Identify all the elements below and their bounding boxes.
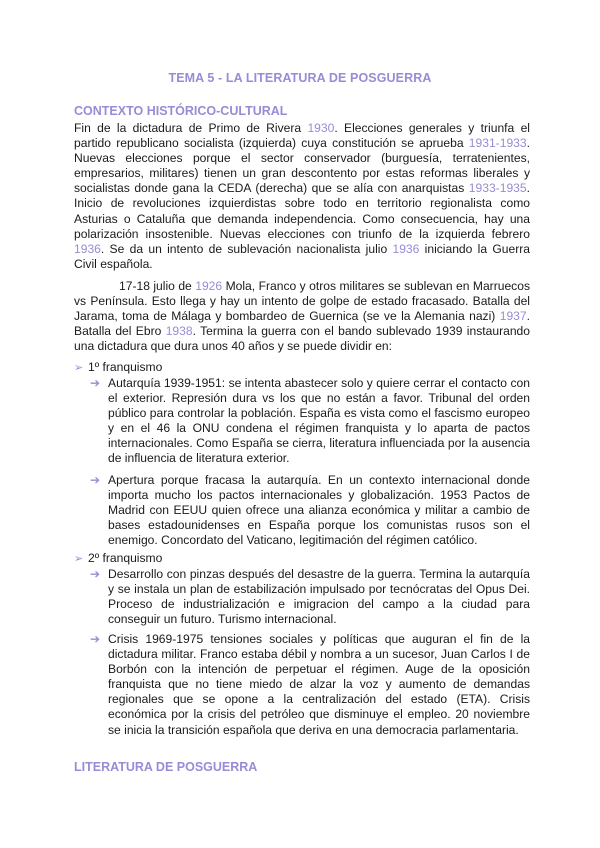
arrowhead-bullet-icon: ➢ xyxy=(74,362,84,374)
arrow-bullet-icon: ➔ xyxy=(90,632,101,646)
arrow-bullet-icon: ➔ xyxy=(90,473,101,487)
list-item-label: 1º franquismo xyxy=(88,360,163,374)
year-highlight: 1931-1933 xyxy=(468,136,527,151)
year-highlight: 1938 xyxy=(165,324,193,339)
sub-list-item xyxy=(90,376,530,467)
section-heading-contexto: CONTEXTO HISTÓRICO-CULTURAL xyxy=(74,104,288,118)
year-highlight: 1933-1935 xyxy=(468,181,527,196)
list-item-franquismo-2 xyxy=(74,551,162,567)
arrowhead-bullet-icon: ➢ xyxy=(74,553,84,565)
page-title: TEMA 5 - LA LITERATURA DE POSGUERRA xyxy=(168,71,432,85)
list-item-franquismo-1 xyxy=(74,360,162,376)
list-item-label: 2º franquismo xyxy=(88,551,163,565)
sub-list-item-text: Autarquía 1939-1951: se intenta abastecer solo y quiere cerrar el contacto con el exterior. Represión dura vs los que no están a favor. Tribunal del orden público para controlar la población. España es vista como el fascismo europeo y en el 46 la ONU condena el régimen franquista y lo aparta de pactos internacionales. Como España se cierra, literatura influenciada por la ausencia de influencia de literatura exterior. xyxy=(108,376,530,466)
year-highlight: 1926 xyxy=(195,279,223,293)
sub-list-item xyxy=(90,473,530,548)
sub-list-item-text: Desarrollo con pinzas después del desastre de la guerra. Termina la autarquía y se instala un plan de estabilización impulsado por tecnócratas del Opus Dei. Proceso de industrialización e imigracion del campo a la ciudad para conseguir un futuro. Turismo internacional. xyxy=(108,567,530,627)
section-heading-literatura: LITERATURA DE POSGUERRA xyxy=(74,760,258,774)
sub-list-item xyxy=(90,567,530,627)
arrow-bullet-icon: ➔ xyxy=(90,376,101,390)
sub-list-item-text: Apertura porque fracasa la autarquía. En un contexto internacional donde importa mucho los pactos internacionales y globalización. 1953 Pactos de Madrid con EEUU quien ofrece una alianza económica y militar a cambio de bases estadounidenses en España porque los comunistas rusos son el enemigo. Concordato del Vaticano, legitimación del régimen católico. xyxy=(108,473,530,548)
year-highlight: 1936 xyxy=(392,241,420,256)
year-highlight: 1936 xyxy=(74,241,101,256)
year-highlight: 1937 xyxy=(499,309,527,324)
arrow-bullet-icon: ➔ xyxy=(90,567,101,581)
paragraph-context-2: 17-18 julio de 1926 Mola, Franco y otros militares se sublevan en Marruecos vs Península. Esto llega y hay un intento de golpe de estado fracasado. Batalla del Jarama, toma de Málaga y bombardeo de Guernica (se ve la Alemania nazi) 1937. Batalla del Ebro 1938. Termina la guerra con el bando sublevado 1939 instaurando una dictadura que dura unos 40 años y se puede dividir en: xyxy=(74,279,530,354)
sub-list-item xyxy=(90,632,530,738)
paragraph-context-1: Fin de la dictadura de Primo de Rivera 1930. Elecciones generales y triunfa el partido republicano socialista (izquierda) cuya constitución se aprueba 1931-1933. Nuevas elecciones porque el sector conservador (burguesía, terratenientes, empresarios, militares) tienen un gran descontento por estas reformas liberales y socialistas donde gana la CEDA (derecha) que se alía con anarquistas 1933-1935. Inicio de revoluciones izquierdistas sobre todo en territorio regionalista como Asturias o Cataluña que demanda independencia. Como consecuencia, hay una polarización insostenible. Nuevas elecciones con triunfo de la izquierda febrero 1936. Se da un intento de sublevación nacionalista julio 1936 iniciando la Guerra Civil española. xyxy=(74,121,530,271)
sub-list-item-text: Crisis 1969-1975 tensiones sociales y políticas que auguran el fin de la dictadura militar. Franco estaba débil y nombra a un sucesor, Juan Carlos I de Borbón con la intención de perpetuar el régimen. Auge de la oposición franquista que no tiene miedo de alzar la voz y aumento de demandas regionales que se opone a la centralización del estado (ETA). Crisis económica por la crisis del petróleo que disminuye el empleo. 20 noviembre se inicia la transición española que deriva en una democracia parlamentaria. xyxy=(108,632,530,737)
year-highlight: 1930 xyxy=(307,121,335,135)
